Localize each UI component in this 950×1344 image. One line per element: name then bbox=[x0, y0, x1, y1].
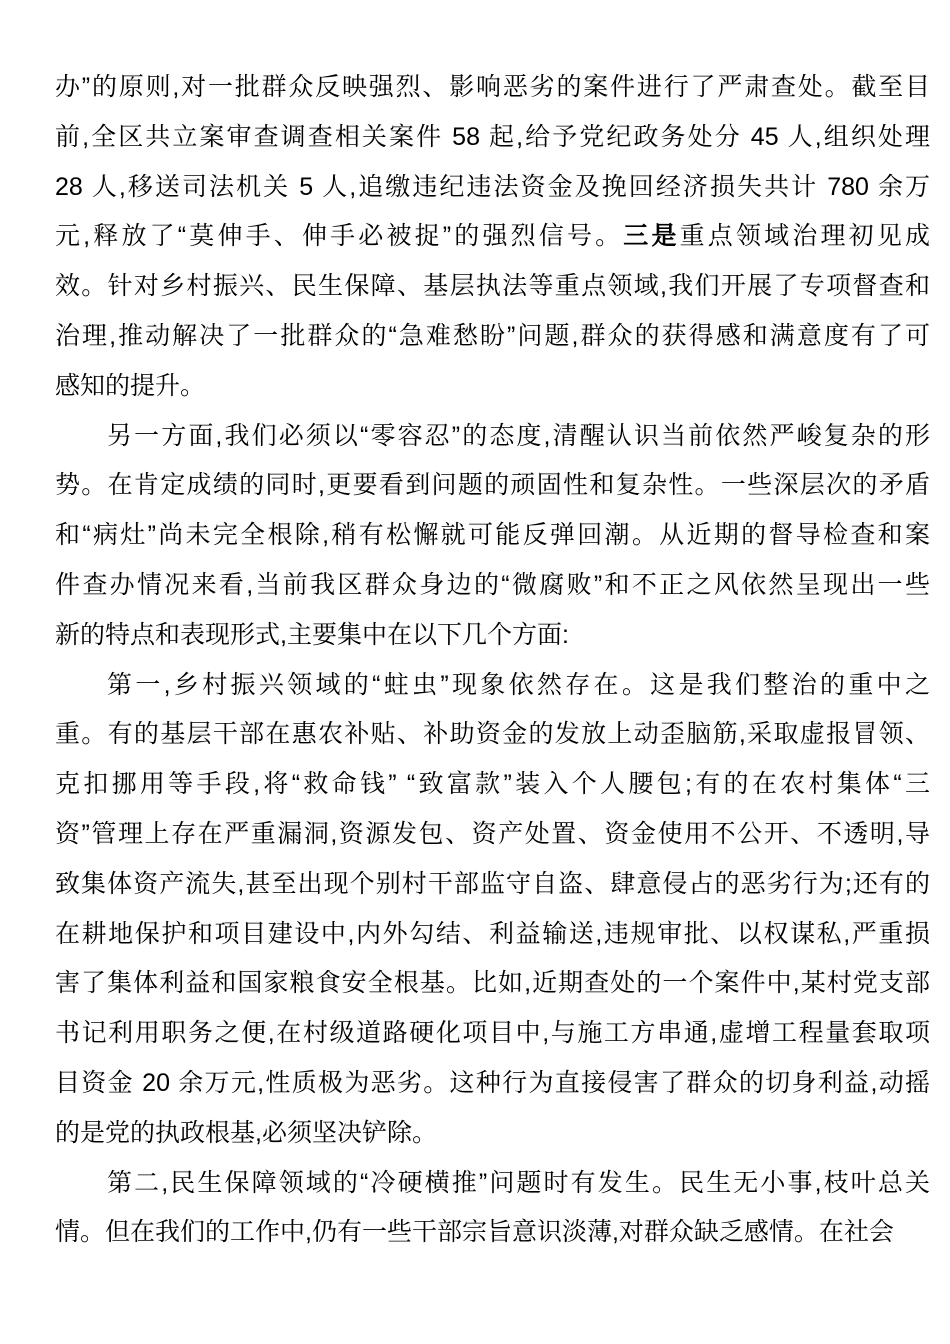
bold-emphasis-text: 三是 bbox=[623, 222, 680, 251]
text-run: 办”的原则,对一批群众反映强烈、影响恶劣的案件进行了严肃查处。截至目 bbox=[55, 73, 930, 101]
text-line bbox=[55, 1009, 930, 1059]
text-line bbox=[55, 760, 930, 810]
text-run: 件查办情况来看,当前我区群众身边的“微腐败”和不正之风依然呈现出一些 bbox=[55, 570, 930, 599]
paragraph bbox=[55, 1159, 930, 1259]
text-run: 致集体资产流失,甚至出现个别村干部监守自盗、肆意侵占的恶劣行为;还有的 bbox=[55, 869, 930, 898]
text-run: 书记利用职务之便,在村级道路硬化项目中,与施工方串通,虚增工程量套取项 bbox=[55, 1019, 930, 1048]
text-line bbox=[55, 860, 930, 910]
text-line bbox=[55, 910, 930, 960]
text-line bbox=[55, 461, 930, 511]
text-run: 第一,乡村振兴领域的“蛀虫”现象依然存在。这是我们整治的重中之 bbox=[107, 670, 930, 699]
text-line bbox=[55, 1159, 930, 1209]
text-run: 和“病灶”尚未完全根除,稍有松懈就可能反弹回潮。从近期的督导检查和案 bbox=[55, 521, 930, 550]
text-run: 元,释放了“莫伸手、伸手必被捉”的强烈信号。 bbox=[55, 222, 624, 251]
paragraph bbox=[55, 412, 930, 661]
text-line bbox=[55, 810, 930, 860]
text-run: 情。但在我们的工作中,仍有一些干部宗旨意识淡薄,对群众缺乏感情。在社会 bbox=[55, 1218, 894, 1247]
text-run: 重点领域治理初见成 bbox=[679, 222, 930, 251]
text-run: 治理,推动解决了一批群众的“急难愁盼”问题,群众的获得感和满意度有了可 bbox=[55, 321, 930, 350]
text-run: 在耕地保护和项目建设中,内外勾结、利益输送,违规审批、以权谋私,严重损 bbox=[55, 919, 930, 948]
text-line bbox=[55, 1059, 930, 1109]
text-line bbox=[55, 212, 930, 262]
text-line bbox=[55, 312, 930, 362]
text-run: 害了集体利益和国家粮食安全根基。比如,近期查处的一个案件中,某村党支部 bbox=[55, 969, 930, 998]
text-line bbox=[55, 611, 930, 661]
text-line bbox=[55, 362, 930, 412]
text-line bbox=[55, 561, 930, 611]
text-run: 新的特点和表现形式,主要集中在以下几个方面: bbox=[55, 620, 569, 649]
text-line bbox=[55, 710, 930, 760]
text-line bbox=[55, 163, 930, 213]
text-line bbox=[55, 63, 930, 113]
text-line bbox=[55, 1208, 930, 1258]
text-run: 目资金 20 余万元,性质极为恶劣。这种行为直接侵害了群众的切身利益,动摇 bbox=[55, 1068, 930, 1097]
text-run: 的是党的执政根基,必须坚决铲除。 bbox=[55, 1118, 437, 1147]
text-line bbox=[55, 412, 930, 462]
text-run: 效。针对乡村振兴、民生保障、基层执法等重点领域,我们开展了专项督查和 bbox=[55, 272, 930, 301]
text-line bbox=[55, 113, 930, 163]
text-run: 28 人,移送司法机关 5 人,追缴违纪违法资金及挽回经济损失共计 780 余万 bbox=[55, 172, 930, 201]
text-line bbox=[55, 262, 930, 312]
text-run: 感知的提升。 bbox=[55, 371, 206, 400]
text-run: 重。有的基层干部在惠农补贴、补助资金的发放上动歪脑筋,采取虚报冒领、 bbox=[55, 720, 930, 749]
text-run: 另一方面,我们必须以“零容忍”的态度,清醒认识当前依然严峻复杂的形 bbox=[107, 421, 930, 450]
text-line bbox=[55, 959, 930, 1009]
paragraph bbox=[55, 63, 930, 412]
text-run: 势。在肯定成绩的同时,更要看到问题的顽固性和复杂性。一些深层次的矛盾 bbox=[55, 471, 930, 500]
text-line bbox=[55, 511, 930, 561]
paragraph bbox=[55, 661, 930, 1159]
text-line bbox=[55, 661, 930, 711]
text-line bbox=[55, 1109, 930, 1159]
text-run: 前,全区共立案审查调查相关案件 58 起,给予党纪政务处分 45 人,组织处理 bbox=[55, 122, 930, 151]
text-run: 第二,民生保障领域的“冷硬横推”问题时有发生。民生无小事,枝叶总关 bbox=[107, 1168, 930, 1197]
text-run: 克扣挪用等手段,将“救命钱” “致富款”装入个人腰包;有的在农村集体“三 bbox=[55, 770, 930, 799]
text-run: 资”管理上存在严重漏洞,资源发包、资产处置、资金使用不公开、不透明,导 bbox=[55, 819, 930, 848]
